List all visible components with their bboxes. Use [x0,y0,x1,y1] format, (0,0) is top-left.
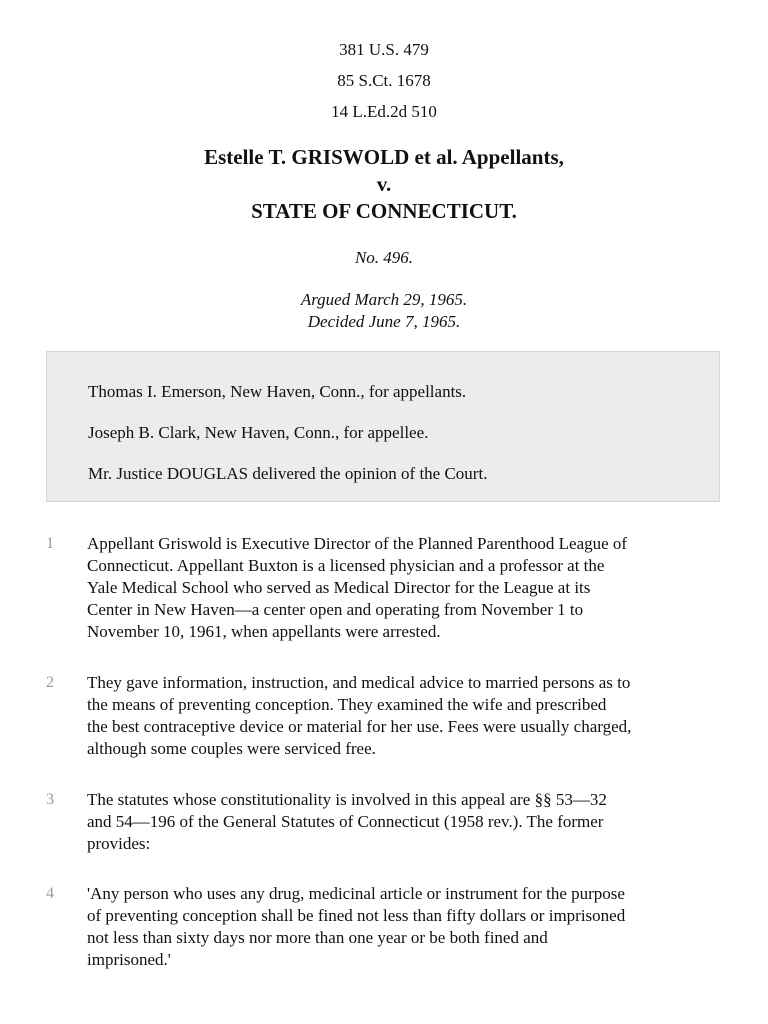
paragraph-number: 1 [46,535,54,552]
paragraph-line: provides: [87,834,151,853]
case-dates [0,289,768,333]
paragraph-number: 3 [46,791,54,808]
paragraph-line: of preventing conception shall be fined not less than fifty dollars or imprisoned [87,906,626,925]
paragraph-line: Yale Medical School who served as Medical Director for the League at its [87,578,591,597]
paragraph-number: 4 [46,885,54,902]
citations-block [0,34,768,127]
paragraph-line: They gave information, instruction, and medical advice to married persons as to [87,673,631,692]
paragraph-line: Center in New Haven—a center open and operating from November 1 to [87,600,584,619]
counsel-appellee: Joseph B. Clark, New Haven, Conn., for appellee. [88,423,429,442]
case-title [0,144,768,225]
paragraph-line: imprisoned.' [87,950,171,969]
paragraph-line: and 54—196 of the General Statutes of Connecticut (1958 rev.). The former [87,812,604,831]
paragraph-text [87,533,727,643]
case-title-appellants: Estelle T. GRISWOLD et al. Appellants, [204,145,564,169]
citation-lawyers-edition: 14 L.Ed.2d 510 [331,102,437,121]
citation-supreme-court-reporter: 85 S.Ct. 1678 [337,71,431,90]
paragraph-line: although some couples were serviced free. [87,739,376,758]
paragraph-line: the means of preventing conception. They examined the wife and prescribed [87,695,607,714]
paragraph-text [87,789,727,855]
paragraph-line: Connecticut. Appellant Buxton is a licensed physician and a professor at the [87,556,605,575]
paragraph-line: Appellant Griswold is Executive Director of the Planned Parenthood League of [87,534,628,553]
case-title-appellee: STATE OF CONNECTICUT. [251,199,517,223]
docket-number: No. 496. [354,248,414,267]
paragraph-line: The statutes whose constitutionality is involved in this appeal are §§ 53—32 [87,790,607,809]
decided-date: Decided June 7, 1965. [307,312,461,331]
paragraph-text [87,672,727,760]
paragraph-line: 'Any person who uses any drug, medicinal article or instrument for the purpose [87,884,625,903]
paragraph-number: 2 [46,674,54,691]
paragraph-line: not less than sixty days nor more than one year or be both fined and [87,928,548,947]
paragraph-text [87,883,727,971]
counsel-box [46,351,720,502]
case-title-versus: v. [376,172,392,196]
citation-us-reports: 381 U.S. 479 [339,40,429,59]
paragraph-line: November 10, 1961, when appellants were arrested. [87,622,441,641]
counsel-appellants: Thomas I. Emerson, New Haven, Conn., for appellants. [88,382,467,401]
argued-date: Argued March 29, 1965. [300,290,468,309]
opinion-author-line: Mr. Justice DOUGLAS delivered the opinion of the Court. [88,464,488,483]
paragraph-line: the best contraceptive device or material for her use. Fees were usually charged, [87,717,632,736]
